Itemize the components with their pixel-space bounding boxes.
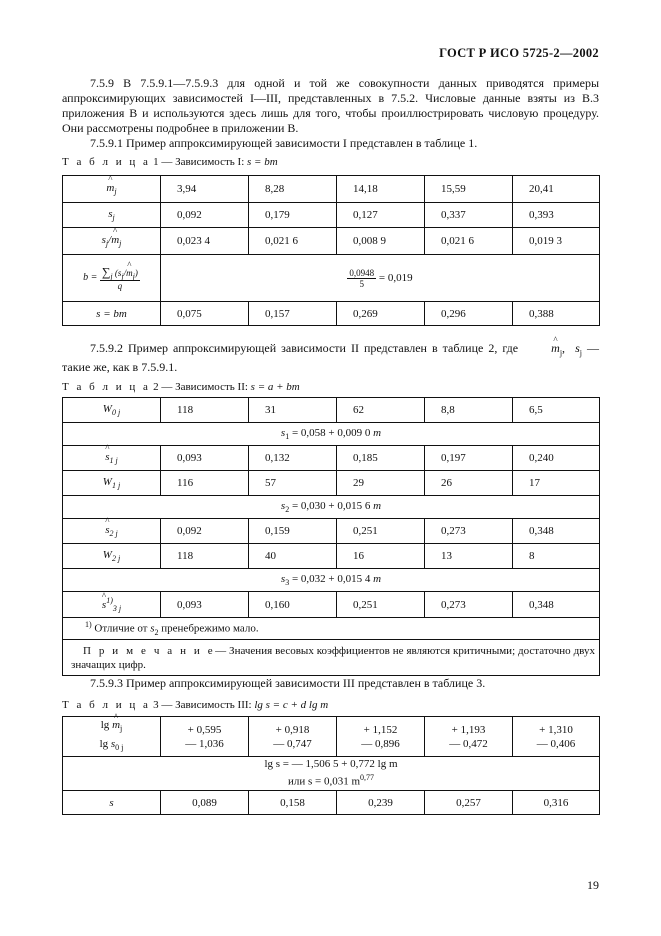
- table-cell: 0,257: [425, 791, 513, 815]
- table-cell: 116: [161, 471, 249, 496]
- table2-eq3: $s_3 = 0,032 + 0,015$ 4 m: [63, 569, 600, 592]
- table-cell: 0,021 6: [249, 228, 337, 255]
- table1-row-b: [63, 255, 600, 302]
- table-cell: 0,159: [249, 519, 337, 544]
- table1: [62, 175, 600, 326]
- table-cell: 57: [249, 471, 337, 496]
- table3-caption-formula: lg s = c + d lg m: [254, 699, 329, 711]
- table-cell: 31: [249, 398, 337, 423]
- table-cell: + 0,918 — 0,747: [249, 717, 337, 757]
- table-cell: 0,251: [337, 519, 425, 544]
- table-cell: 0,197: [425, 446, 513, 471]
- table1-row-m-label: ^ $m_j$: [63, 176, 161, 203]
- table1-row-m: [63, 176, 600, 203]
- table2-note: П р и м е ч а н и е— Значения весовых коэффициентов не являются критичными; достаточно двух значащих цифр.: [63, 640, 600, 676]
- table1-row-bm-label: s = bm: [63, 302, 161, 326]
- table-cell: 0,185: [337, 446, 425, 471]
- table2-row-w0: $W_{0 j}$ 118 31 62 8,8 6,5: [63, 398, 600, 423]
- table-cell: 8: [513, 544, 600, 569]
- table3-row-lg: lg ^ $m_j$ $\lg s_{0 j}$ + 0,595 — 1,036 + 0,918 — 0,747 + 1,152 — 0,896 + 1,193 — 0,472 + 1,310 — 0,406: [63, 717, 600, 757]
- table-cell: 0,160: [249, 592, 337, 618]
- intro-paragraph: 7.5.9 В 7.5.9.1—7.5.9.3 для одной и той же совокупности данных приводятся примеры аппроксимирующих зависимостей I—III, представленных в 7.5.2. Числовые данные взяты из В.3 приложения В и используются здесь лишь для того, чтобы проиллюстрировать числовую процедуру. Они рассмотрены подробнее в приложении В.: [62, 76, 599, 135]
- table-cell: 0,008 9: [337, 228, 425, 255]
- table-cell: 0,273: [425, 592, 513, 618]
- table-cell: 0,316: [513, 791, 600, 815]
- table-cell: 0,296: [425, 302, 513, 326]
- table1-caption: [62, 156, 278, 168]
- table-cell: 17: [513, 471, 600, 496]
- table-cell: 118: [161, 544, 249, 569]
- table-cell: 118: [161, 398, 249, 423]
- table3-row-s: s 0,089 0,158 0,239 0,257 0,316: [63, 791, 600, 815]
- table-cell: 0,021 6: [425, 228, 513, 255]
- table2: [62, 397, 600, 676]
- table-cell: + 1,152 — 0,896: [337, 717, 425, 757]
- table2-caption-text: 2 — Зависимость II:: [153, 381, 248, 393]
- table3-intro: 7.5.9.3 Пример аппроксимирующей зависимости III представлен в таблице 3.: [90, 676, 486, 690]
- table3-equation: lg s = — 1,506 5 + 0,772 lg m или s = 0,031 $m^{0,77}$: [63, 757, 600, 791]
- table1-caption-label: Т а б л и ц а: [62, 156, 151, 168]
- table1-row-s: [63, 203, 600, 228]
- table1-row-b-value: $\frac{0,0948}{5}$ = 0,019: [161, 255, 600, 302]
- table2-row-s2: ^ $s_{2 j}$ 0,092 0,159 0,251 0,273 0,348: [63, 519, 600, 544]
- table-cell: 0,337: [425, 203, 513, 228]
- table-cell: + 1,193 — 0,472: [425, 717, 513, 757]
- table-cell: 0,092: [161, 203, 249, 228]
- table2-eq1: $s_1 = 0,058 + 0,009$ 0 m: [63, 423, 600, 446]
- table2-row-s1: ^ $s_{1 j}$ 0,093 0,132 0,185 0,197 0,240: [63, 446, 600, 471]
- table2-row-w2: $W_{2 j}$ 118 40 16 13 8: [63, 544, 600, 569]
- table-cell: 40: [249, 544, 337, 569]
- intro-section: [62, 76, 599, 151]
- table2-caption-formula: s = a + bm: [250, 381, 300, 393]
- table2-footnote: $^{1)}$ Отличие от $s_2$ пренебрежимо мало.: [63, 618, 600, 640]
- table-cell: 0,273: [425, 519, 513, 544]
- table-cell: 14,18: [337, 176, 425, 203]
- table-cell: 0,251: [337, 592, 425, 618]
- table-cell: + 0,595 — 1,036: [161, 717, 249, 757]
- table2-row-s3: ^ $s^{1)}_{3 j}$ 0,093 0,160 0,251 0,273 0,348: [63, 592, 600, 618]
- table-cell: 0,157: [249, 302, 337, 326]
- table-cell: 13: [425, 544, 513, 569]
- table-cell: 0,019 3: [513, 228, 600, 255]
- table2-row-w1: $W_{1 j}$ 116 57 29 26 17: [63, 471, 600, 496]
- table1-caption-text: 1 — Зависимость I:: [153, 156, 245, 168]
- table-cell: 29: [337, 471, 425, 496]
- table-cell: 0,388: [513, 302, 600, 326]
- table-cell: 0,023 4: [161, 228, 249, 255]
- table1-row-sm: [63, 228, 600, 255]
- table2-intro-text: 7.5.9.2 Пример аппроксимирующей зависимости II представлен в таблице 2, где: [90, 341, 519, 355]
- table-cell: 0,075: [161, 302, 249, 326]
- table-cell: 0,089: [161, 791, 249, 815]
- table2-intro: 7.5.9.2 Пример аппроксимирующей зависимости II представлен в таблице 2, где ^ $m_j$, $s_j$ — такие же, как в 7.5.9.1.: [62, 341, 599, 375]
- table-cell: + 1,310 — 0,406: [513, 717, 600, 757]
- table-cell: 0,393: [513, 203, 600, 228]
- table1-row-s-label: $s_j$: [63, 203, 161, 228]
- table-cell: 0,348: [513, 592, 600, 618]
- table-cell: 6,5: [513, 398, 600, 423]
- table-cell: 3,94: [161, 176, 249, 203]
- table3-caption-text: 3 — Зависимость III:: [153, 699, 252, 711]
- table-cell: 0,158: [249, 791, 337, 815]
- table2-eq2: $s_2 = 0,030 + 0,015$ 6 m: [63, 496, 600, 519]
- table-cell: 62: [337, 398, 425, 423]
- table-cell: 0,127: [337, 203, 425, 228]
- table2-caption-label: Т а б л и ц а: [62, 381, 151, 393]
- table-cell: 16: [337, 544, 425, 569]
- table-cell: 26: [425, 471, 513, 496]
- table3: [62, 716, 600, 815]
- table-cell: 20,41: [513, 176, 600, 203]
- table-cell: 0,093: [161, 592, 249, 618]
- table2-caption: [62, 381, 300, 393]
- table-cell: 15,59: [425, 176, 513, 203]
- table1-caption-formula: s = bm: [247, 156, 278, 168]
- table1-row-b-label: b = $\frac{\sum_j (s_j/\^{} m_j)}{q}$: [63, 255, 161, 302]
- document-header: ГОСТ Р ИСО 5725-2—2002: [439, 46, 599, 60]
- page-number: 19: [587, 878, 599, 892]
- table-cell: 0,239: [337, 791, 425, 815]
- table-cell: 0,092: [161, 519, 249, 544]
- table-cell: 0,093: [161, 446, 249, 471]
- table-cell: 0,240: [513, 446, 600, 471]
- table-cell: 8,8: [425, 398, 513, 423]
- table1-row-bm: [63, 302, 600, 326]
- intro-paragraph-2: 7.5.9.1 Пример аппроксимирующей зависимости I представлен в таблице 1.: [90, 136, 478, 150]
- table-cell: 0,132: [249, 446, 337, 471]
- table-cell: 0,348: [513, 519, 600, 544]
- table-cell: 0,179: [249, 203, 337, 228]
- table1-row-sm-label: $s_j/\^{}$ $m_j$: [63, 228, 161, 255]
- table3-caption: [62, 699, 328, 711]
- table-cell: 0,269: [337, 302, 425, 326]
- table3-caption-label: Т а б л и ц а: [62, 699, 151, 711]
- table-cell: 8,28: [249, 176, 337, 203]
